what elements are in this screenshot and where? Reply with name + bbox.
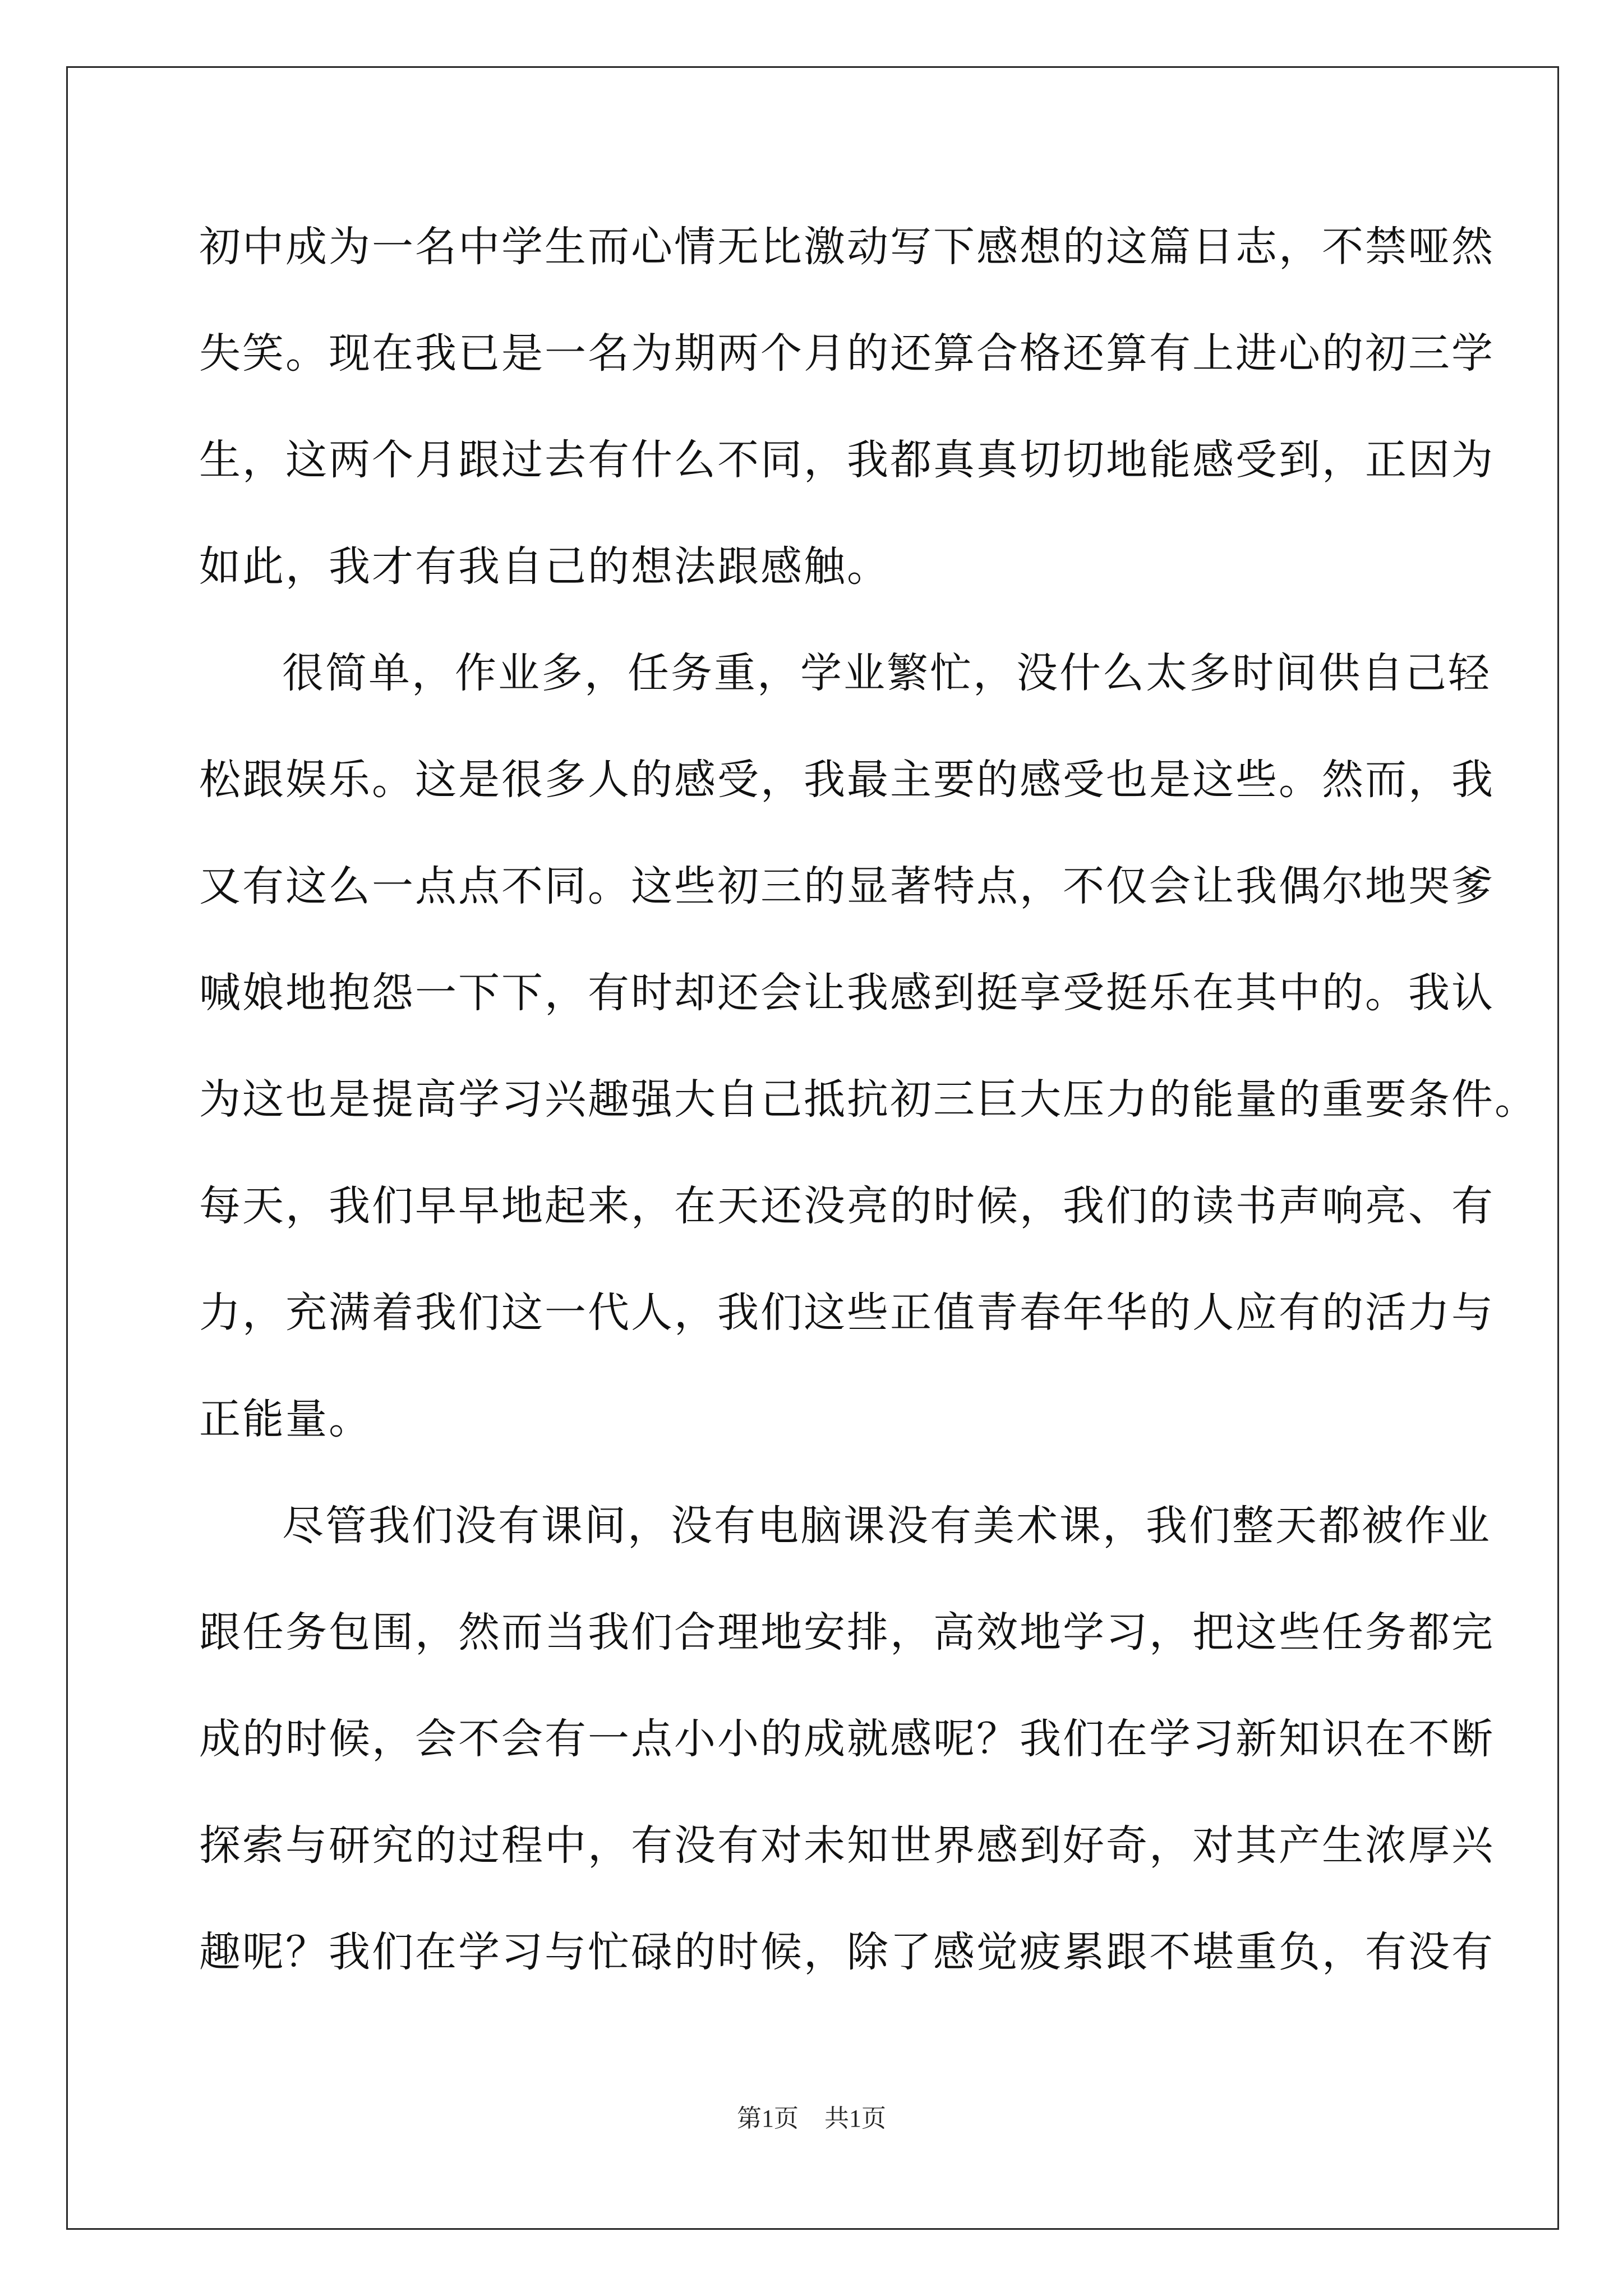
page-number-current: 第1页 <box>737 2105 799 2132</box>
text-line: 又有这么一点点不同。这些初三的显著特点，不仅会让我偶尔地哭爹 <box>199 862 1495 910</box>
text-line: 每天，我们早早地起来，在天还没亮的时候，我们的读书声响亮、有 <box>199 1182 1495 1230</box>
document-body <box>199 210 1538 2022</box>
text-line: 跟任务包围，然而当我们合理地安排，高效地学习，把这些任务都完 <box>199 1608 1495 1657</box>
text-line: 松跟娱乐。这是很多人的感受，我最主要的感受也是这些。然而，我 <box>199 756 1495 804</box>
text-line: 喊娘地抱怨一下下，有时却还会让我感到挺享受挺乐在其中的。我认 <box>199 969 1495 1017</box>
text-line: 探索与研究的过程中，有没有对未知世界感到好奇，对其产生浓厚兴 <box>199 1821 1495 1870</box>
text-line: 很简单，作业多，任务重，学业繁忙，没什么太多时间供自己轻 <box>282 649 1491 697</box>
text-line: 成的时候，会不会有一点小小的成就感呢？我们在学习新知识在不断 <box>199 1715 1495 1763</box>
text-line: 为这也是提高学习兴趣强大自己抵抗初三巨大压力的能量的重要条件。 <box>199 1075 1538 1124</box>
text-line: 趣呢？我们在学习与忙碌的时候，除了感觉疲累跟不堪重负，有没有 <box>199 1928 1495 1976</box>
page-number-total: 共1页 <box>824 2105 886 2132</box>
text-line: 如此，我才有我自己的想法跟感触。 <box>199 542 890 591</box>
page-footer <box>0 2098 1623 2134</box>
text-line: 失笑。现在我已是一名为期两个月的还算合格还算有上进心的初三学 <box>199 329 1495 378</box>
text-line: 初中成为一名中学生而心情无比激动写下感想的这篇日志，不禁哑然 <box>199 223 1495 271</box>
text-line: 尽管我们没有课间，没有电脑课没有美术课，我们整天都被作业 <box>282 1502 1491 1550</box>
text-line: 生，这两个月跟过去有什么不同，我都真真切切地能感受到，正因为 <box>199 436 1495 484</box>
text-line: 力，充满着我们这一代人，我们这些正值青春年华的人应有的活力与 <box>199 1289 1495 1337</box>
text-line: 正能量。 <box>199 1395 372 1443</box>
